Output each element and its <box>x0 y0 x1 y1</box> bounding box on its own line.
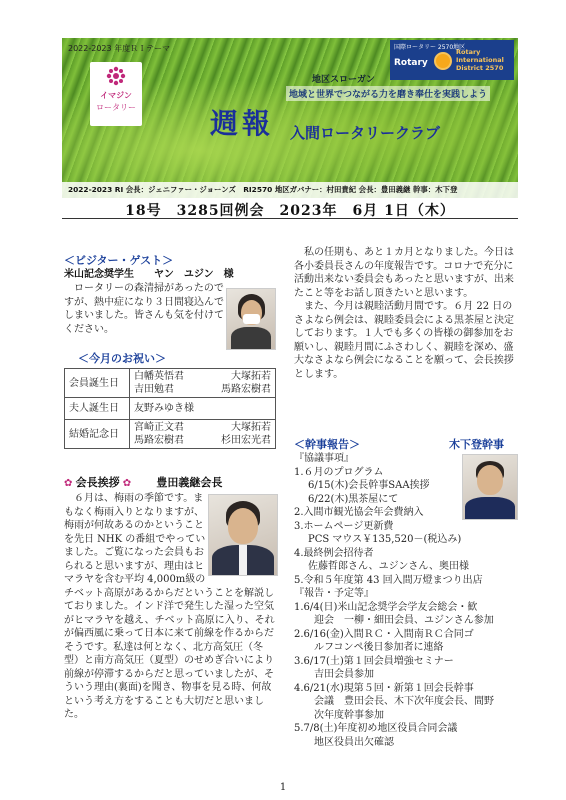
visitor-text: ロータリーの森清掃があったのですが、熱中症になり３日間寝込んでしまいました。皆さんも気を付けてください。 <box>64 283 224 335</box>
secretary-report <box>294 452 518 749</box>
greeting-paragraph-2: 私の任期も、あと１カ月となりました。今日は各小委員長さんの年度報告です。コロナで充分に活動出来ない委員会もあったと思いますが、出来たこと等をお話し頂きたいと思います。 <box>294 247 514 299</box>
report-heading: 『報告・予定等』 <box>294 588 374 599</box>
celebration-table <box>64 368 276 449</box>
district-label: 国際ロータリー 2570地区 <box>394 44 466 51</box>
guest-photo <box>226 288 276 350</box>
slogan-label: 地区スローガン <box>312 75 375 85</box>
issue-line: 18号 3285回例会 2023年 6月 1日（木） <box>125 203 455 219</box>
visitor-heading: ＜ビジター・ゲスト＞ <box>64 254 174 267</box>
list-item: 2.6/16(金)入間ＲＣ・入間南ＲＣ合同ゴ <box>294 628 474 640</box>
table-row <box>65 398 276 420</box>
list-item: 5.令和５年度第 43 回入間万燈まつり出店 <box>294 574 483 586</box>
table-cell-names: 宮崎正文君 大塚拓若 馬路宏樹君 杉田宏光君 <box>130 420 276 449</box>
greeting-paragraph-wrap <box>64 492 276 772</box>
rotary-international-text: Rotary International District 2570 <box>456 48 504 72</box>
page-number: 1 <box>279 782 287 793</box>
celebration-section <box>78 352 278 366</box>
rotary-wheel-icon <box>434 52 452 70</box>
secretary-heading: ＜幹事報告＞ <box>294 438 360 451</box>
celebration-heading: ＜今月のお祝い＞ <box>78 352 166 365</box>
flower-icon: ✿ <box>64 478 73 489</box>
header-banner <box>62 38 518 198</box>
newsletter-title: 週報 <box>210 107 275 140</box>
guest-name: 米山記念奨学生 ヤン ユジン 様 <box>64 268 234 280</box>
table-cell-label: 結婚記念日 <box>65 420 130 449</box>
rotary-wordmark: Rotary <box>394 58 428 68</box>
flower-icon: ✿ <box>122 478 132 489</box>
agenda-heading: 『協議事項』 <box>294 453 354 464</box>
greeting-paragraph-3: また、今月は親睦活動月間です。６月 22 日のさよなら例会は、親睦委員会による黒茶屋と決定しております。１人でも多くの皆様の御参加をお願いし、親睦月間にふさわしく、親睦を深め、盛大なさよなら例会になることを願って、会長挨拶とします。 <box>294 301 514 380</box>
imagine-rotary-logo <box>90 62 142 126</box>
table-cell-label: 会員誕生日 <box>65 369 130 398</box>
list-item: 4.6/21(水)現第５回・新第１回会長幹事 <box>294 682 474 694</box>
list-item: 4.最終例会招待者 <box>294 547 374 559</box>
greeting-heading: 会長挨拶 <box>75 476 120 489</box>
visitor-section <box>64 254 278 281</box>
list-item: 吉田会員参加 <box>314 669 374 680</box>
flower-icon <box>106 66 126 86</box>
list-item: 6/15(木)会長幹事SAA挨拶 <box>308 480 430 491</box>
table-row <box>65 369 276 398</box>
greeting-paragraph: ６月は、梅雨の季節です。まもなく梅雨入りとなりますが、梅雨が何故あるのかということを先日 NHK の番組でやっていました。ご覧になった会員もおられると思いますが、理由はヒマラヤを含む平均 4,000m級のチベット高原があるからだということを解説しておりました。インド洋で発生した湿った空気がヒマラヤを越え、チベット高原に入り、それが偏西風に乗って日本に来て前線を作るからだそうです。私達は何となく、北方高気圧（冬型）と南方高気圧（夏型）のせめぎ合いにより前線が停滞するからだと思っていましたが、そういう理由(裏面)を聞き、物事を見る時、何故という考え方をすることも大切だと思いました。 <box>64 493 275 720</box>
list-item: 1.6/4(日)米山記念奨学会学友会総会・歓 <box>294 601 478 613</box>
secretary-header <box>294 438 518 453</box>
list-item: 5.7/8(土)年度初め地区役員合同会議 <box>294 723 458 734</box>
logo-text-rotary: ロータリー <box>96 103 136 112</box>
list-item: 2.入間市観光協会年会費納入 <box>294 507 424 518</box>
list-item: 3.ホームページ更新費 <box>294 520 394 532</box>
rotary-district-logo <box>390 40 514 80</box>
greeting-speaker: 豊田義継会長 <box>156 476 223 489</box>
table-cell-names: 白幡英悟君 大塚拓若 吉田勉君 馬路宏樹君 <box>130 369 276 398</box>
list-item: 迎会 一柳・細田会員、ユジンさん参加 <box>314 615 494 626</box>
secretary-name: 木下登幹事 <box>449 438 504 451</box>
list-item: 次年度幹事参加 <box>314 709 384 721</box>
officers-line: 2022-2023 RI 会長：ジェニファー・ジョーンズ RI2570 地区ガバナー：村田貴紀 会長：豊田義継 幹事：木下登 <box>62 182 518 198</box>
district-slogan: 地域と世界でつながる力を磨き奉仕を実践しよう <box>286 86 490 101</box>
list-item: 6/22(木)黒茶屋にて <box>308 493 399 505</box>
table-cell-label: 夫人誕生日 <box>65 398 130 420</box>
list-item: 地区役員出欠確認 <box>314 736 394 748</box>
list-item: 1.６月のプログラム <box>294 466 384 478</box>
list-item: PCS マウス￥135,520－(税込み) <box>308 534 462 545</box>
club-name: 入間ロータリークラブ <box>290 124 441 142</box>
theme-year-label: 2022-2023 年度ＲＩテーマ <box>68 44 171 53</box>
table-cell-names: 友野みゆき様 <box>130 398 276 420</box>
logo-text-imagine: イマジン <box>100 91 132 100</box>
list-item: 3.6/17(土)第１回会員増強セミナー <box>294 655 454 667</box>
list-item: 佐藤哲郎さん、ユジンさん、奥田様 <box>308 561 469 572</box>
greeting-continued <box>294 246 518 381</box>
table-row <box>65 420 276 449</box>
greeting-header <box>64 476 278 491</box>
list-item: 会議 豊田会長、木下次年度会長、間野 <box>314 696 494 707</box>
list-item: ルフコンペ後日参加者に連絡 <box>314 642 444 653</box>
divider <box>62 218 518 219</box>
